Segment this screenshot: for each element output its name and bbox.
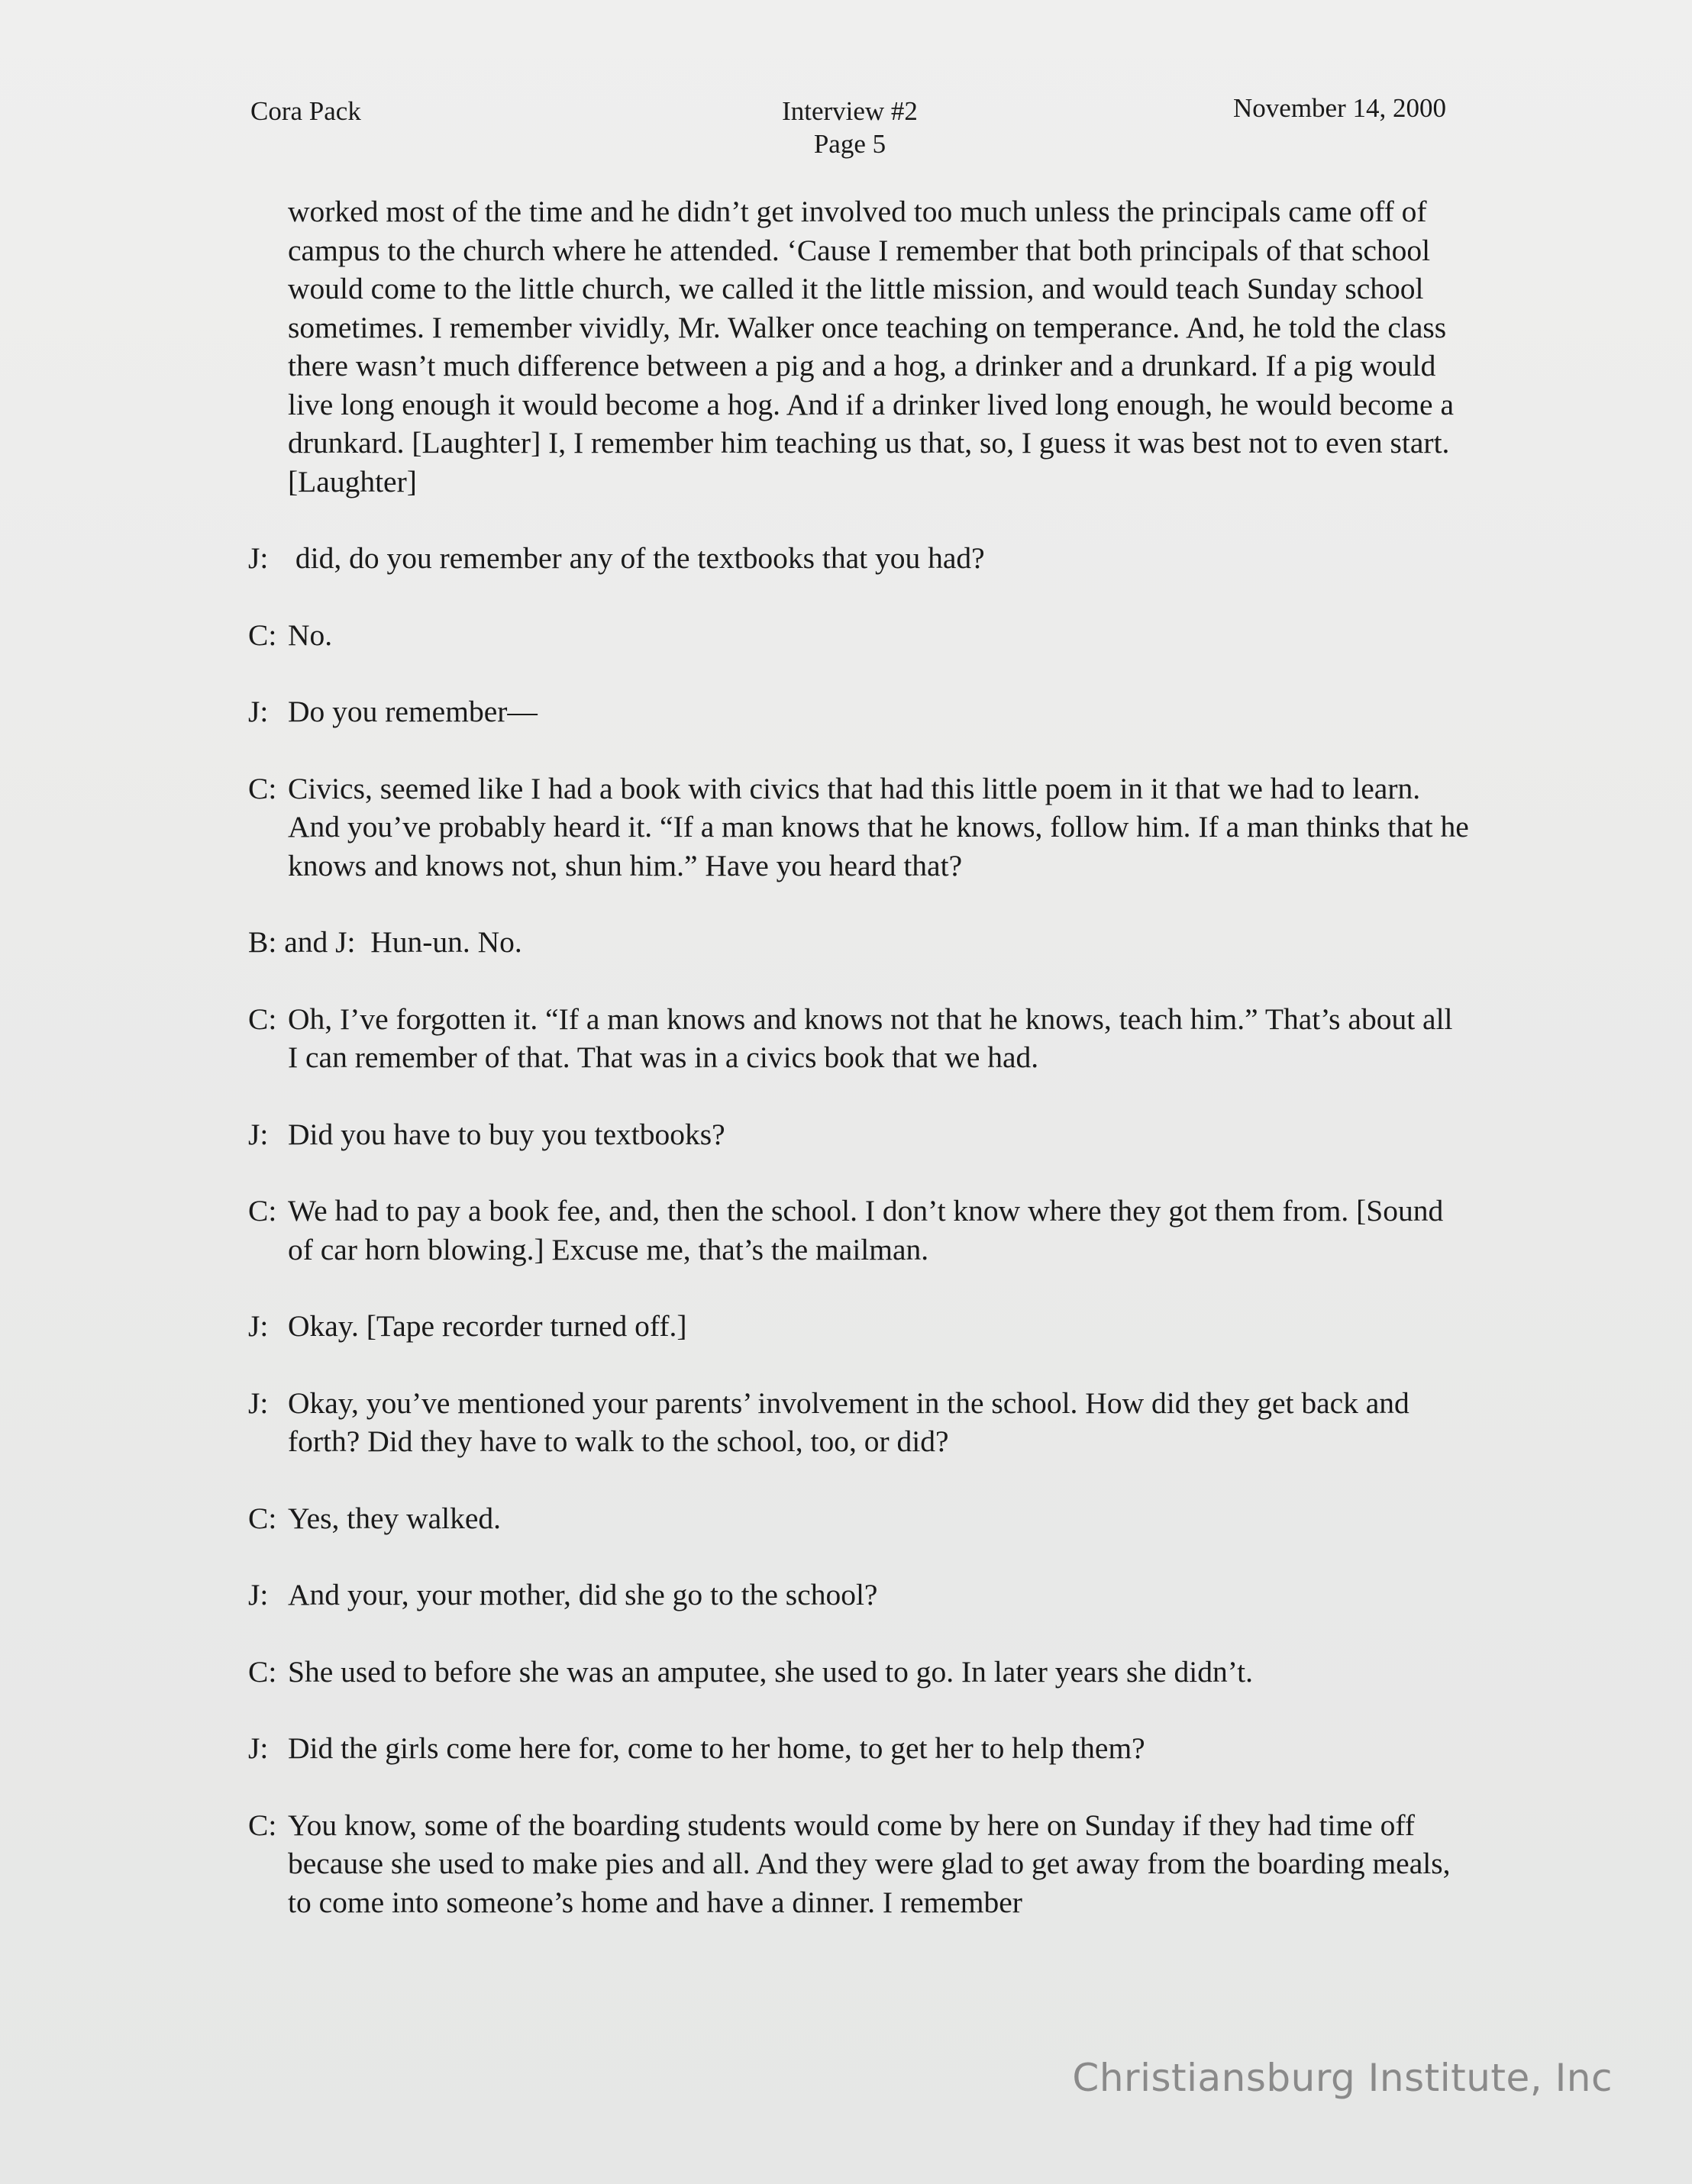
transcript-paragraph [248, 1806, 1470, 1922]
transcript-text: Oh, I’ve forgotten it. “If a man knows and knows not that he knows, teach him.” That’s about all I can remember of that. That was in a civics book that we had. [288, 1002, 1453, 1074]
transcript-paragraph [248, 1000, 1470, 1077]
transcript-paragraph [248, 1729, 1470, 1768]
transcript-text: You know, some of the boarding students would come by here on Sunday if they had time off because she used to make pies and all. And they were glad to get away from the boarding meals, to come into someone’s home and have a dinner. I remember [288, 1808, 1451, 1919]
transcript-text: Okay. [Tape recorder turned off.] [288, 1309, 687, 1343]
transcript-text: Did you have to buy you textbooks? [288, 1117, 725, 1151]
speaker-label: C: [248, 1501, 277, 1535]
transcript-text: Hun-un. No. [370, 925, 522, 959]
transcript-paragraph [248, 1499, 1470, 1538]
speaker-label: J: [248, 1386, 269, 1420]
speaker-label: B: and J: [248, 925, 356, 959]
transcript-paragraph [248, 1653, 1470, 1692]
speaker-label: C: [248, 1194, 277, 1227]
transcript-text: Civics, seemed like I had a book with civics that had this little poem in it that we had to learn. And you’ve probably heard it. “If a man knows that he knows, follow him. If a man thinks that he knows and knows not, shun him.” Have you heard that? [288, 771, 1469, 882]
speaker-label: J: [248, 541, 269, 575]
header-page-number: Page 5 [813, 129, 886, 159]
transcript-text: worked most of the time and he didn’t get involved too much unless the principals came off of campus to the church where he attended. ‘Cause I remember that both principals of that school would come to the little church, we called it the little mission, and would teach Sunday school sometimes. I remember vividly, Mr. Walker once teaching on temperance. And, he told the class there wasn’t much difference between a pig and a hog, a drinker and a drunkard. If a pig would live long enough it would become a hog. And if a drinker lived long enough, he would become a drunkard. [Laughter] I, I remember him teaching us that, so, I guess it was best not to even start. [Laughter] [288, 195, 1454, 498]
page-header [250, 92, 1449, 160]
speaker-label: J: [248, 695, 269, 728]
transcript-text: We had to pay a book fee, and, then the school. I don’t know where they got them from. [Sound of car horn blowing.] Excuse me, that’s the mailman. [288, 1194, 1444, 1266]
speaker-label: C: [248, 1002, 277, 1036]
transcript-text: did, do you remember any of the textbooks that you had? [295, 541, 985, 575]
header-interview-number: Interview #2 [782, 96, 918, 126]
transcript-text: Did the girls come here for, come to her home, to get her to help them? [288, 1731, 1145, 1765]
header-date: November 14, 2000 [1233, 93, 1446, 123]
transcript-paragraph [248, 539, 1470, 578]
transcript-paragraph [248, 192, 1470, 501]
speaker-label: C: [248, 1654, 277, 1689]
transcript-text: Okay, you’ve mentioned your parents’ involvement in the school. How did they get back and forth? Did they have to walk to the school, too, or did? [288, 1386, 1409, 1458]
speaker-label: J: [248, 1117, 269, 1151]
transcript-text: Yes, they walked. [288, 1501, 502, 1535]
speaker-label: C: [248, 618, 277, 652]
transcript-paragraph [248, 769, 1470, 886]
transcript-text: And your, your mother, did she go to the school? [288, 1578, 878, 1611]
transcript-paragraph [248, 616, 1470, 655]
transcript-text: No. [288, 618, 333, 652]
speaker-label: J: [248, 1309, 269, 1343]
transcript-paragraph [248, 1384, 1470, 1461]
transcript-body [248, 192, 1470, 1960]
transcript-paragraph [248, 692, 1470, 731]
transcript-paragraph [248, 1307, 1470, 1346]
transcript-paragraph [248, 1576, 1470, 1615]
watermark: Christiansburg Institute, Inc [1072, 2056, 1613, 2100]
speaker-label: C: [248, 1808, 277, 1842]
speaker-label: C: [248, 771, 277, 805]
header-interviewee: Cora Pack [250, 96, 361, 126]
transcript-paragraph [248, 1192, 1470, 1269]
speaker-label: J: [248, 1578, 269, 1611]
transcript-paragraph [248, 1115, 1470, 1154]
speaker-label: J: [248, 1731, 269, 1765]
transcript-text: She used to before she was an amputee, she used to go. In later years she didn’t. [288, 1654, 1254, 1689]
transcript-paragraph [248, 923, 1470, 962]
transcript-text: Do you remember— [288, 695, 538, 728]
